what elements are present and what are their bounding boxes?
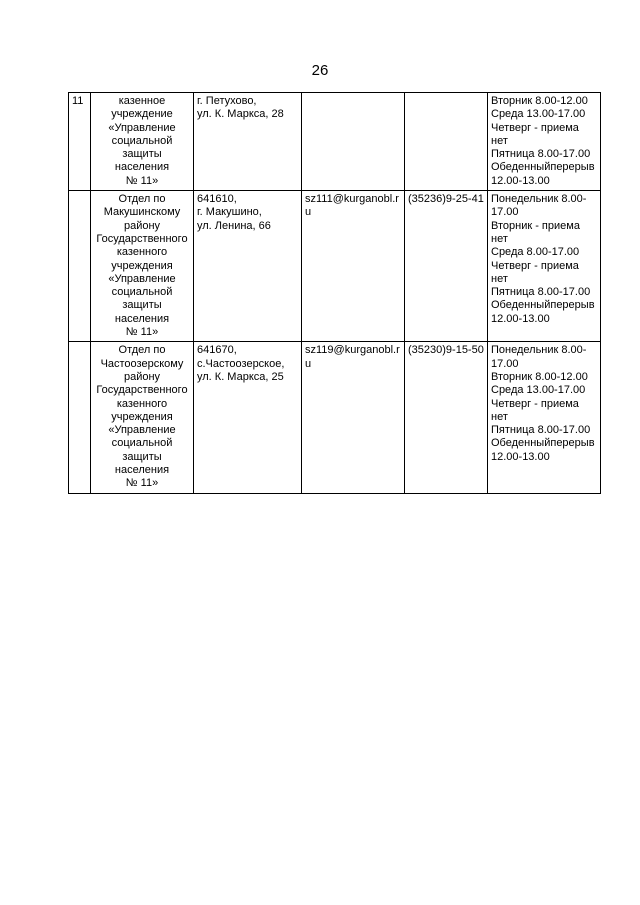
address-line: 641610,: [197, 193, 237, 206]
schedule-line: Понедельник 8.00-17.00: [491, 344, 587, 370]
schedule-line: Вторник - приема нет: [491, 219, 580, 245]
institution-name-cell: [91, 191, 194, 342]
schedule-line: Среда 13.00-17.00: [491, 108, 586, 121]
schedule-line: Среда 13.00-17.00: [491, 384, 586, 397]
lunch-word: перерыв: [550, 299, 595, 312]
lunch-time: 12.00-13.00: [491, 450, 550, 463]
lunch-word: перерыв: [550, 161, 595, 174]
table-row: [69, 93, 601, 191]
institution-name-line: Отдел по: [118, 193, 166, 206]
institution-name-line: защиты населения: [114, 299, 170, 325]
institution-name-line: № 11»: [125, 174, 159, 187]
phone-cell: (35236)9-25-41: [405, 191, 488, 342]
schedule-line: Среда 8.00-17.00: [491, 246, 580, 259]
institution-name-line: казенного: [116, 246, 168, 259]
institution-name-line: казенного: [116, 397, 168, 410]
schedule-line: Пятница 8.00-17.00: [491, 424, 591, 437]
lunch-label: Обеденный: [491, 437, 551, 450]
row-number-cell: 11: [69, 93, 91, 191]
institution-name-line: району: [123, 370, 161, 383]
address-line: 641670,: [197, 344, 237, 357]
institution-name-line: социальной: [111, 286, 173, 299]
lunch-label: Обеденный: [491, 161, 551, 174]
institution-name-line: Государственного: [96, 384, 188, 397]
address-line: г. Макушино,: [197, 206, 262, 219]
page-number: 26: [311, 62, 329, 79]
lunch-break-line: [491, 299, 597, 312]
lunch-time: 12.00-13.00: [491, 174, 550, 187]
row-number-cell: [69, 191, 91, 342]
schedule-line: Четверг - приема нет: [491, 397, 579, 423]
institution-name-cell: [91, 93, 194, 191]
schedule-line: Пятница 8.00-17.00: [491, 148, 591, 161]
institution-name-line: «Управление: [108, 121, 176, 134]
address-cell: [194, 191, 302, 342]
institution-name-line: району: [123, 219, 161, 232]
schedule-line: Вторник 8.00-12.00: [491, 370, 588, 383]
address-cell: [194, 93, 302, 191]
institutions-table: [68, 92, 601, 494]
institution-name-line: казенное: [118, 95, 166, 107]
phone-cell: [405, 93, 488, 191]
institution-name-line: «Управление: [108, 424, 176, 437]
address-line: ул. Ленина, 66: [197, 219, 271, 232]
row-number-cell: [69, 342, 91, 493]
schedule-cell: [488, 93, 601, 191]
phone-cell: (35230)9-15-50: [405, 342, 488, 493]
institution-name-line: «Управление: [108, 272, 176, 285]
schedule-line: Понедельник 8.00-17.00: [491, 193, 587, 219]
institution-name-line: учреждения: [111, 259, 173, 272]
address-line: г. Петухово,: [197, 95, 257, 107]
schedule-line: Четверг - приема нет: [491, 121, 579, 147]
lunch-break-line: [491, 161, 597, 174]
address-line: ул. К. Маркса, 28: [197, 108, 284, 121]
address-cell: [194, 342, 302, 493]
lunch-label: Обеденный: [491, 299, 551, 312]
table-row: [69, 342, 601, 493]
institution-name-line: социальной: [111, 134, 173, 147]
lunch-word: перерыв: [550, 437, 595, 450]
address-line: с.Частоозерское,: [197, 357, 285, 370]
institution-name-line: № 11»: [125, 326, 159, 339]
address-line: ул. К. Маркса, 25: [197, 370, 284, 383]
institution-name-line: Макушинскому: [103, 206, 181, 219]
institution-name-line: Отдел по: [118, 344, 166, 357]
email-cell: sz119@kurganobl.ru: [302, 342, 405, 493]
institution-name-line: защиты населения: [114, 148, 170, 174]
email-cell: [302, 93, 405, 191]
institution-name-line: Частоозерскому: [100, 357, 184, 370]
institution-name-cell: [91, 342, 194, 493]
table-row: [69, 191, 601, 342]
email-cell: sz111@kurganobl.ru: [302, 191, 405, 342]
institution-name-line: социальной: [111, 437, 173, 450]
schedule-cell: [488, 191, 601, 342]
schedule-cell: [488, 342, 601, 493]
schedule-line: Пятница 8.00-17.00: [491, 286, 591, 299]
schedule-line: Четверг - приема нет: [491, 259, 579, 285]
institution-name-line: Государственного: [96, 232, 188, 245]
institution-name-line: учреждение: [111, 108, 173, 121]
institution-name-line: № 11»: [125, 477, 159, 490]
institution-name-line: защиты населения: [114, 450, 170, 477]
institution-name-line: учреждения: [111, 410, 173, 423]
schedule-line: Вторник 8.00-12.00: [491, 95, 588, 107]
lunch-time: 12.00-13.00: [491, 312, 550, 325]
lunch-break-line: [491, 437, 597, 450]
